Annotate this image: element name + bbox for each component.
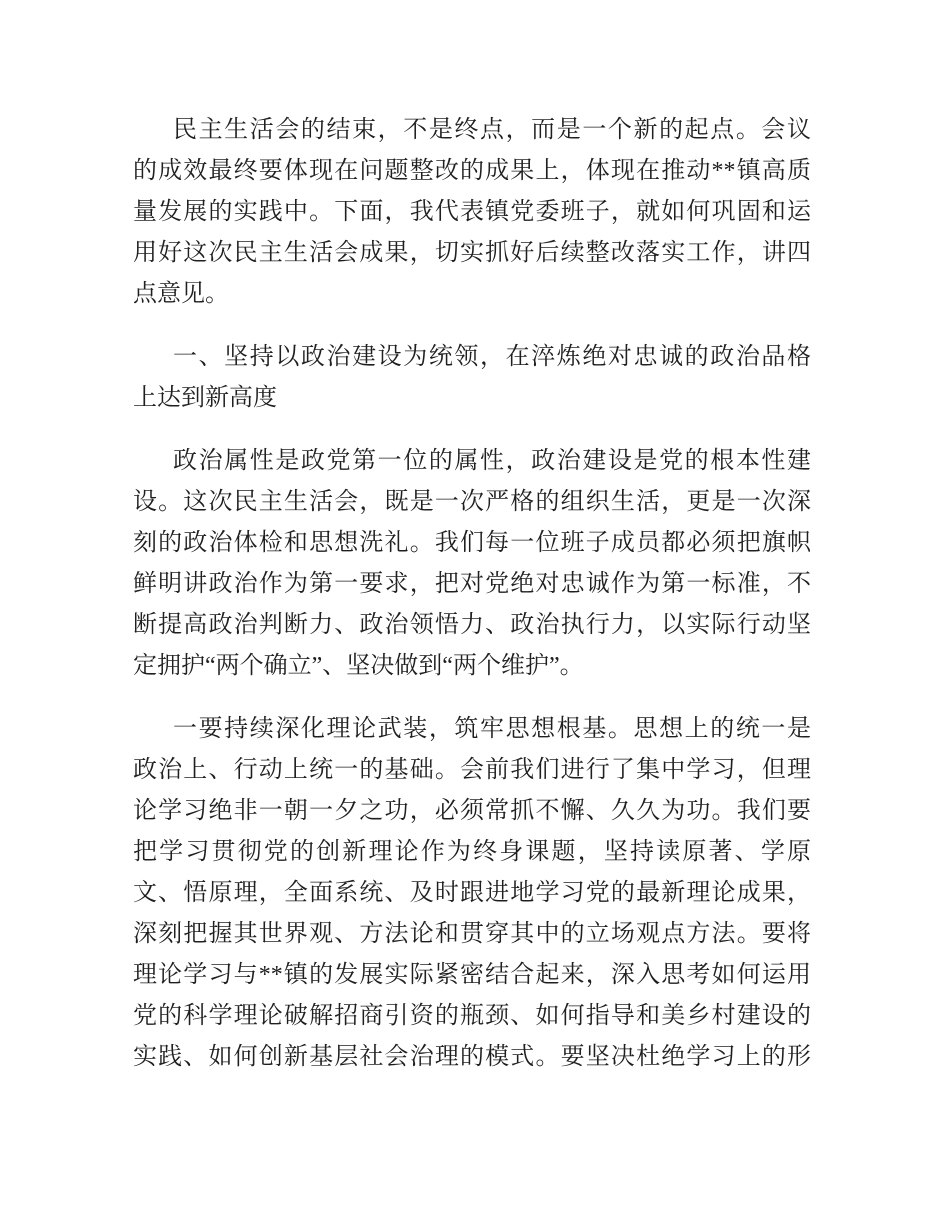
paragraph — [133, 110, 811, 315]
text-line: 理论学习与**镇的发展实际紧密结合起来，深入思考如何运用 — [133, 962, 811, 988]
text-line: 的成效最终要体现在问题整改的成果上，体现在推动**镇高质 — [133, 158, 811, 184]
text-line: 政治上、行动上统一的基础。会前我们进行了集中学习，但理 — [133, 757, 811, 783]
text-line: 一、坚持以政治建设为统领，在淬炼绝对忠诚的政治品格 — [173, 344, 811, 370]
text-line: 论学习绝非一朝一夕之功，必须常抓不懈、久久为功。我们要 — [133, 798, 811, 824]
text-line: 刻的政治体检和思想洗礼。我们每一位班子成员都必须把旗帜 — [133, 530, 811, 556]
text-line: 上达到新高度 — [133, 385, 277, 411]
text-line: 实践、如何创新基层社会治理的模式。要坚决杜绝学习上的形 — [133, 1044, 811, 1070]
section-heading — [133, 337, 811, 419]
text-line: 量发展的实践中。下面，我代表镇党委班子，就如何巩固和运 — [133, 199, 811, 225]
text-line: 设。这次民主生活会，既是一次严格的组织生活，更是一次深 — [133, 489, 811, 515]
text-line: 定拥护“两个确立”、坚决做到“两个维护”。 — [133, 653, 584, 679]
text-line: 民主生活会的结束，不是终点，而是一个新的起点。会议 — [173, 117, 811, 143]
paragraph — [133, 709, 811, 1078]
text-line: 一要持续深化理论武装，筑牢思想根基。思想上的统一是 — [173, 716, 811, 742]
text-line: 政治属性是政党第一位的属性，政治建设是党的根本性建 — [173, 448, 811, 474]
text-line: 用好这次民主生活会成果，切实抓好后续整改落实工作，讲四 — [133, 240, 811, 266]
text-line: 党的科学理论破解招商引资的瓶颈、如何指导和美乡村建设的 — [133, 1003, 811, 1029]
text-line: 断提高政治判断力、政治领悟力、政治执行力，以实际行动坚 — [133, 612, 811, 638]
text-line: 把学习贯彻党的创新理论作为终身课题，坚持读原著、学原 — [133, 839, 811, 865]
text-line: 深刻把握其世界观、方法论和贯穿其中的立场观点方法。要将 — [133, 921, 811, 947]
text-line: 文、悟原理，全面系统、及时跟进地学习党的最新理论成果， — [133, 880, 811, 906]
text-line: 鲜明讲政治作为第一要求，把对党绝对忠诚作为第一标准，不 — [133, 571, 811, 597]
text-line: 点意见。 — [133, 281, 229, 307]
paragraph — [133, 441, 811, 687]
